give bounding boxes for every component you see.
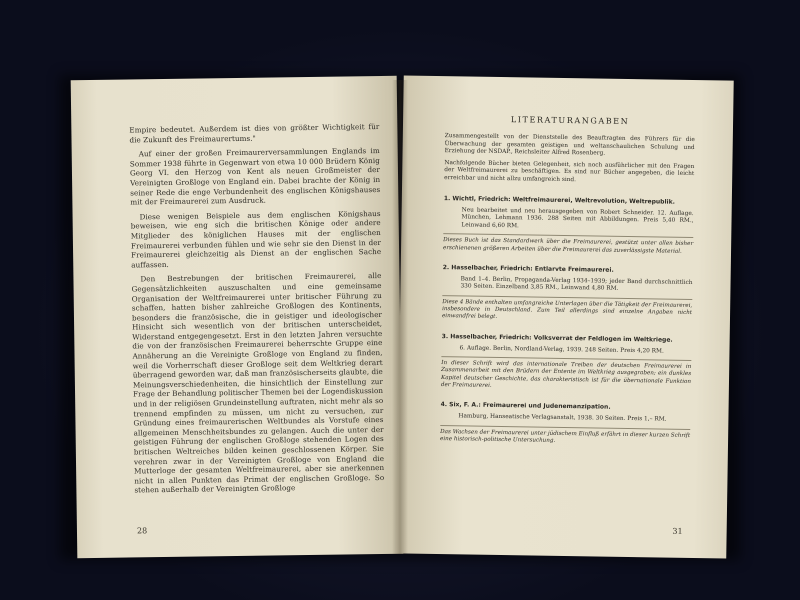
left-paragraph: Den Bestrebungen der britischen Freimaurerei, alle Gegensätzlichkeiten auszuschalten und eine gemeinsame Organisation der Weltfreimaurerei unter britischer Führung zu schaffen, hatten bisher zahlreiche Großlogen des Kontinents, besonders die französische, die in geistiger und ideologischer Hinsicht sich wesentlich von der britischen unterscheidet, Widerstand entgegengesetzt. Erst in den letzten Jahren versuchte die von der französischen Freimaurerei beherrschte Gruppe eine Annäherung an die Vereinigte Großloge von England zu finden, weil die Vorherrschaft dieser Großloge seit dem Weltkrieg derart überragend geworden war, daß man französischerseits glaubte, die Meinungsverschiedenheiten, die hinsichtlich der Einstellung zur Frage der Behandlung politischer Themen bei der Logendiskussion und in der religiösen Grundeinstellung auftraten, nicht mehr als so trennend empfinden zu müssen, um nicht zu versuchen, zur Gründung eines freimaurerischen Weltbundes als Vorstufe eines allgemeinen Menschheitsbundes zu gelangen. Auch die unter der geistigen Führung der englischen Großloge stehenden Logen des britischen Weltreiches bilden keinen geschlossenen Körper. Sie verehren zwar in der Vereinigten Großloge von England die Mutterloge der gesamten Weltfreimaurerei, aber sie anerkennen nicht in allen Punkten das Primat der englischen Großloge. So stehen außerhalb der Vereinigten Großloge [131,271,385,495]
entry-heading: 1. Wichtl, Friedrich: Weltfreimaurerei, Weltrevolution, Weltrepublik. [443,194,675,206]
bibliography-entry [440,401,691,447]
entry-heading: 2. Hasselbacher, Friedrich: Entlarvte Freimaurerei. [442,263,614,274]
left-paragraph: Auf einer der großen Freimaurerversammlungen Englands im Sommer 1938 führte in Gegenwart von etwa 10 000 Brüdern König Georg VI. den Herzog von Kent als neuen Großmeister der Vereinigten Großloge von England ein. Dabei brachte der König in seiner Rede die enge Verbundenheit des englischen Königshauses mit der Freimaurerei zum Ausdruck. [129,146,381,207]
entry-details: Hamburg, Hanseatische Verlagsanstalt, 1938. 30 Seiten. Preis 1,– RM. [458,413,667,423]
intro-paragraph: Zusammengestellt von der Dienststelle des Beauftragten des Führers für die Überwachung der gesamten geistigen und weltanschaulichen Schulung und Erziehung der NSDAP., Reichsleiter Alfred Rosenberg. [444,133,695,157]
left-paragraph: Empire bedeutet. Außerdem ist dies von größter Wichtigkeit für die Zukunft des Freimaurertums." [129,121,380,145]
entry-heading: 4. Six, F. A.: Freimaurerei und Judenemanzipation. [440,401,611,411]
bibliography-entry [441,333,692,393]
page-title: LITERATURANGABEN [510,115,630,126]
left-page [71,76,404,559]
left-paragraph: Diese wenigen Beispiele aus dem englischen Königshaus beweisen, wie eng sich die britischen Könige oder andere Mitglieder des königlichen Hauses mit der englischen Freimaurerei verbunden fühlen und wie sehr sie den Dienst in der Freimaurerei gleichzeitig als Dienst an der englischen Sache auffassen. [130,208,382,270]
bibliography-entry [442,264,693,325]
intro-paragraph: Nachfolgende Bücher bieten Gelegenheit, sich noch ausführlicher mit den Fragen der Weltfreimaurerei zu beschäftigen. Es sind nur Bücher angegeben, die leicht erreichbar und nicht allzu umfangreich sind. [444,159,695,184]
entry-note: In dieser Schrift wird das internationale Treiben der deutschen Freimaurerei in Zusammenarbeit mit den Brüdern der Entente im Weltkrieg ausgegraben; ein dunkles Kapitel deutscher Geschichte, das charakteristisch ist für die übernationale Funktion der Freimaurerei. [441,356,691,393]
bibliography-entry [443,195,694,256]
entry-details: Neu bearbeitet und neu herausgegeben von Robert Schneider. 12. Auflage. München, Lehmann 1936. 288 Seiten mit Abbildungen. Preis 5,40 RM., Leinwand 6,60 RM. [461,206,694,230]
entry-note: Diese 4 Bände enthalten umfangreiche Unterlagen über die Tätigkeit der Freimaurerei, insbesondere in Deutschland. Zum Teil allerdings sind einzelne Angaben nicht einwandfrei belegt. [442,295,692,325]
left-page-text [129,122,384,495]
left-page-number: 28 [136,526,148,536]
entry-details: 6. Auflage. Berlin, Nordland-Verlag, 1939. 248 Seiten. Preis 4,20 RM. [459,344,664,355]
entry-details: Band 1–4. Berlin, Propaganda-Verlag 1934–1939; jeder Band durchschnittlich 330 Seiten. Einzelband 3,85 RM., Leinwand 4,80 RM. [460,276,693,293]
entry-note: Das Wachsen der Freimaurerei unter jüdischem Einfluß erfährt in dieser kurzen Schrift eine historisch-politische Untersuchung. [440,425,690,447]
entry-heading: 3. Hasselbacher, Friedrich: Volksverrat der Feldlogen im Weltkriege. [441,332,673,344]
intro [444,133,695,186]
book-gutter [392,80,408,554]
entry-note: Dieses Buch ist das Standardwerk über die Freimaurerei, gestützt unter allen bisher erschienenen größeren Arbeiten über die Freimaurerei das zuverlässigste Material. [443,233,693,255]
right-page [396,75,733,558]
right-page-number: 31 [672,526,683,536]
